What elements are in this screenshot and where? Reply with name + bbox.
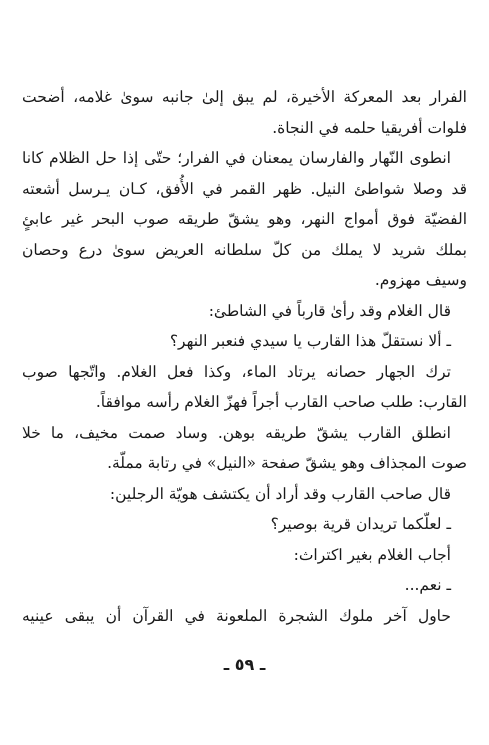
text-line: أجاب الغلام بغير اكتراث: <box>293 545 451 564</box>
text-line: الفضيّة فوق أمواج النهر، وهو يشقّ طريقه صوب البحر غير عابئٍ <box>22 210 467 228</box>
text-line: انطوى النّهار والفارسان يمعنان في الفرار؛ حتّى إذا حل الظلام كانا <box>22 149 451 167</box>
text-line: قال الغلام وقد رأىٰ قارباً في الشاطئ: <box>208 301 451 320</box>
text-line: صوت المجذاف وهو يشقّ صفحة «النيل» في رتابة مملّة. <box>107 454 467 472</box>
text-line: حاول آخر ملوك الشجرة الملعونة في القرآن أن يبقى عينيه <box>22 606 451 625</box>
text-line: قال صاحب القارب وقد أراد أن يكتشف هويّة الرجلين: <box>109 484 451 503</box>
text-line: انطلق القارب يشقّ طريقه بوهن. وساد صمت مخيف، ما خلا <box>22 423 451 442</box>
page-number: ـ ٥٩ ـ <box>223 655 266 674</box>
text-line: قد وصلا شواطئ النيل. ظهر القمر في الأُفق، كـان يـرسل أشعته <box>22 179 467 198</box>
text-line: الفرار بعد المعركة الأخيرة، لم يبق إلىٰ جانبه سوىٰ غلامه، أضحت <box>22 88 467 106</box>
text-line: القارب: طلب صاحب القارب أجراً فهزّ الغلام رأسه موافقاً. <box>95 393 467 411</box>
text-line: ـ نعم... <box>404 576 451 594</box>
text-line: ترك الجهار حصانه يرتاد الماء، وكذا فعل الغلام. واتّجها صوب <box>22 362 451 381</box>
text-line: فلوات أفريقيا حلمه في النجاة. <box>272 118 467 137</box>
text-line: ـ ألا نستقلّ هذا القارب يا سيدي فنعبر النهر؟ <box>169 332 451 350</box>
text-line: وسيف مهزوم. <box>374 271 467 289</box>
body-text <box>22 82 467 631</box>
text-line: ـ لعلّكما تريدان قرية بوصير؟ <box>270 515 451 533</box>
text-line: بملك شريد لا يملك من كلّ سلطانه العريض سوىٰ درع وحصان <box>22 240 467 259</box>
